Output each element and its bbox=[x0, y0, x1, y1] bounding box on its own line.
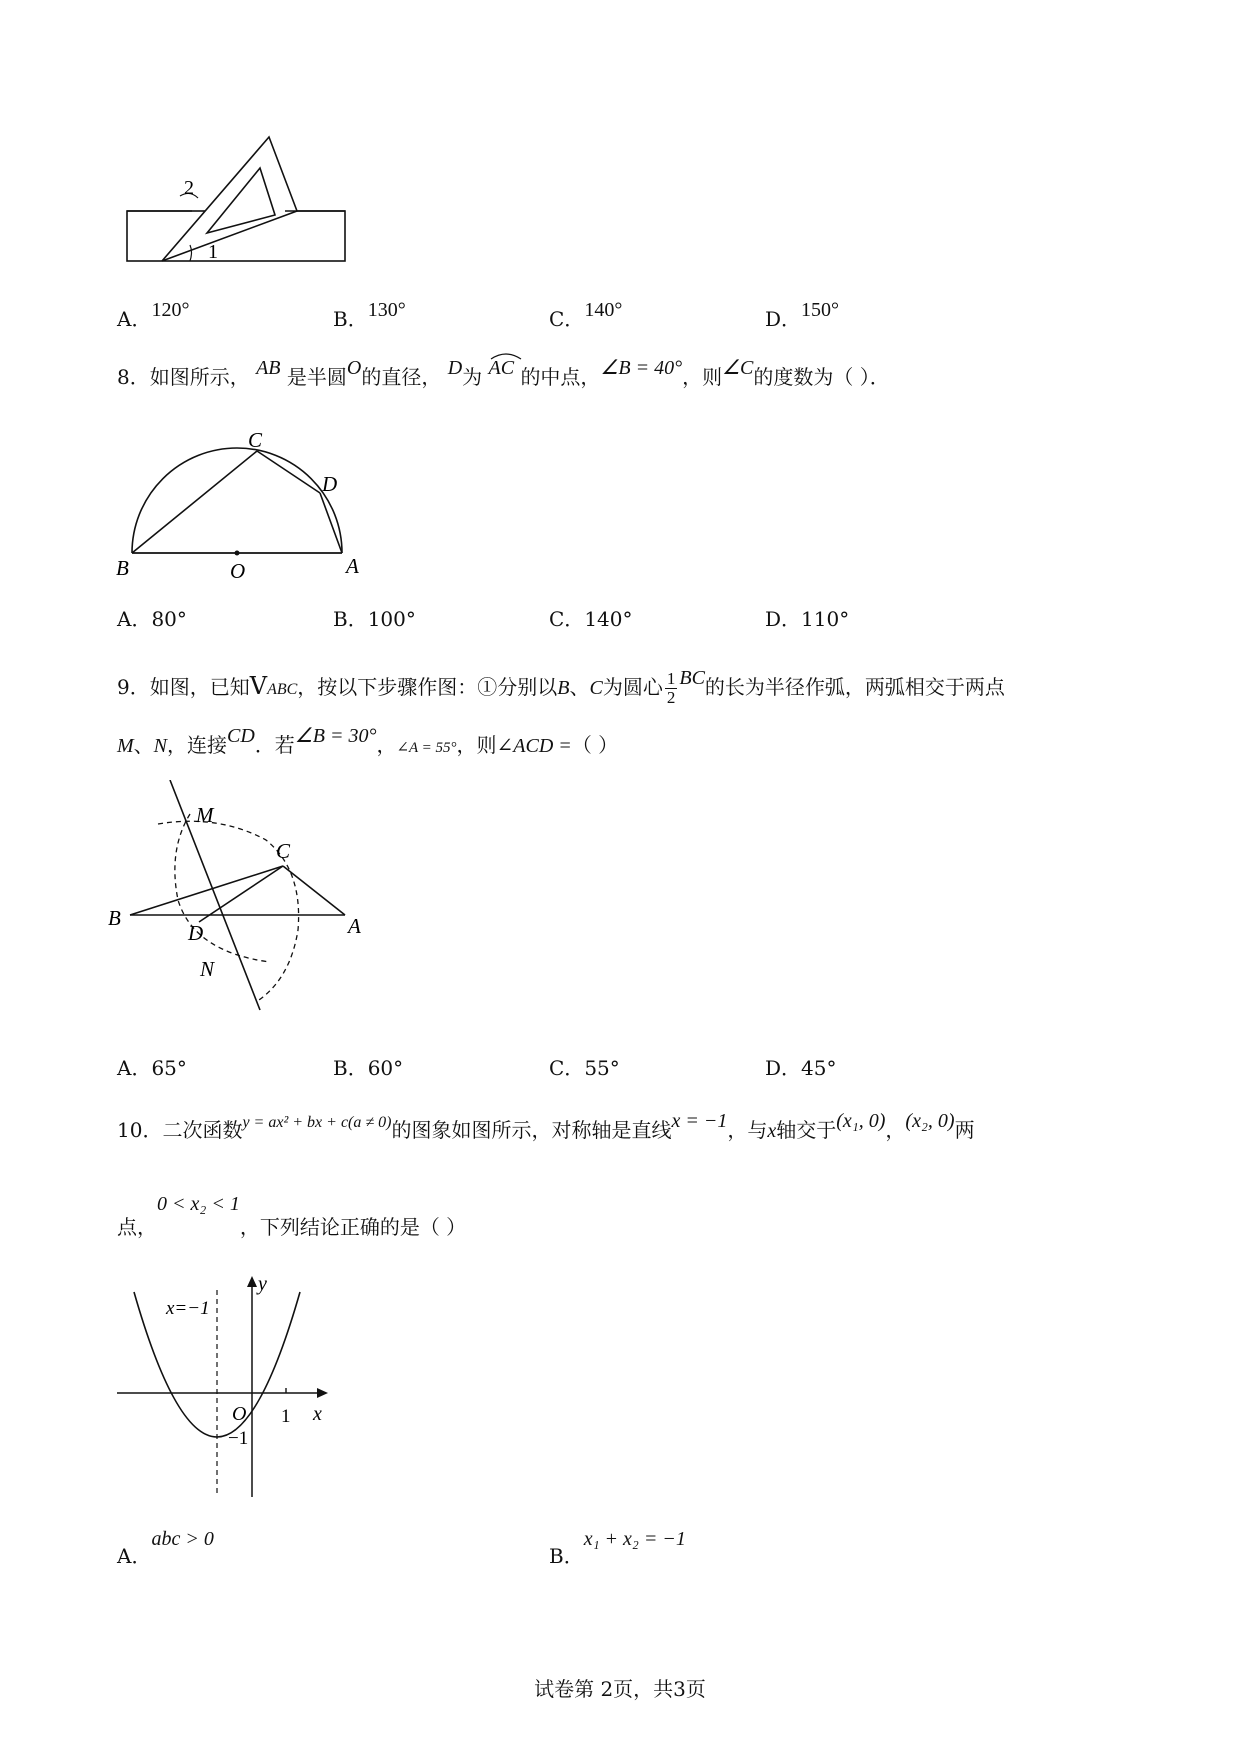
semicircle-arc bbox=[132, 448, 342, 553]
q7-option-d: D．150° bbox=[765, 299, 840, 331]
label-d: D bbox=[188, 921, 204, 945]
label-axis-eq: x=−1 bbox=[166, 1298, 210, 1319]
label-m: M bbox=[196, 803, 214, 827]
q10-option-a: A．abc > 0 bbox=[117, 1528, 214, 1568]
label-d: D bbox=[322, 472, 338, 496]
q7-option-a: A．120° bbox=[117, 299, 190, 331]
label-n: N bbox=[200, 957, 215, 981]
label-y: y bbox=[258, 1273, 267, 1295]
q9-figure bbox=[108, 780, 378, 1020]
q9-stem-line2: M、N，连接CD．若∠B = 30°，∠A = 55°，则∠ACD =（ ） bbox=[117, 725, 619, 757]
angle-2-label: 2 bbox=[184, 177, 194, 199]
label-o: O bbox=[230, 559, 246, 583]
q7-figure bbox=[120, 128, 360, 268]
q8-option-b: B．100° bbox=[333, 607, 416, 631]
arc-ac: AC bbox=[489, 358, 515, 378]
q9-option-c: C．55° bbox=[549, 1056, 620, 1080]
angle-1-label: 1 bbox=[208, 241, 218, 263]
q8-option-d: D．110° bbox=[765, 607, 850, 631]
y-axis-arrow bbox=[247, 1276, 257, 1287]
label-x: x bbox=[313, 1403, 322, 1425]
q9-option-d: D．45° bbox=[765, 1056, 837, 1080]
q9-option-b: B．60° bbox=[333, 1056, 404, 1080]
perpendicular-bisector-mn bbox=[170, 780, 260, 1010]
q9-option-a: A．65° bbox=[117, 1056, 187, 1080]
q10-option-b: B．x₁ + x₂ = −1 bbox=[549, 1528, 686, 1568]
q7-option-c: C．140° bbox=[549, 299, 623, 331]
label-minus-one: −1 bbox=[228, 1428, 249, 1449]
page-footer: 试卷第 2页，共3页 bbox=[534, 1677, 706, 1701]
chord-cd bbox=[257, 451, 320, 493]
chord-da bbox=[320, 493, 342, 553]
label-origin: O bbox=[232, 1403, 247, 1425]
segment-cd bbox=[199, 866, 283, 922]
x-axis-arrow bbox=[317, 1388, 328, 1398]
label-one: 1 bbox=[281, 1406, 291, 1427]
label-c: C bbox=[248, 428, 263, 452]
label-a: A bbox=[346, 554, 359, 578]
q10-figure bbox=[112, 1272, 342, 1502]
chord-bc bbox=[132, 451, 257, 553]
q10-stem-line2: 点，0 < x₂ < 1，下列结论正确的是（ ） bbox=[117, 1193, 467, 1239]
q8-stem: 8．如图所示， AB 是半圆O的直径， D为 AC 的中点，∠B = 40°，则∠C的度数为（ ）． bbox=[117, 367, 890, 388]
q8-figure bbox=[110, 425, 370, 585]
q7-option-b: B．130° bbox=[333, 299, 406, 331]
label-b: B bbox=[108, 906, 121, 930]
center-point bbox=[235, 551, 240, 556]
q9-stem-line1: 9．如图，已知VABC，按以下步骤作图：①分别以B、C为圆心 $\frac{1}{2}$ BC的长为半径作弧，两弧相交于两点 bbox=[117, 666, 1005, 707]
label-c: C bbox=[276, 839, 291, 863]
q8-option-c: C．140° bbox=[549, 607, 633, 631]
label-b: B bbox=[116, 556, 129, 580]
set-square-outer bbox=[162, 137, 297, 261]
q8-option-a: A．80° bbox=[117, 607, 187, 631]
label-a: A bbox=[348, 914, 361, 938]
side-ca bbox=[283, 866, 345, 915]
q10-stem-line1: 10．二次函数$^{y = ax^2 + bx + c(a \ne 0)}$的图象如图所示，对称轴是直线x = −1，与x轴交于(x₁, 0)，(x₂, 0)两 bbox=[117, 1110, 975, 1142]
angle-1-arc bbox=[190, 245, 192, 261]
fraction-one-half: $\frac{1}{2}$ bbox=[666, 669, 676, 707]
